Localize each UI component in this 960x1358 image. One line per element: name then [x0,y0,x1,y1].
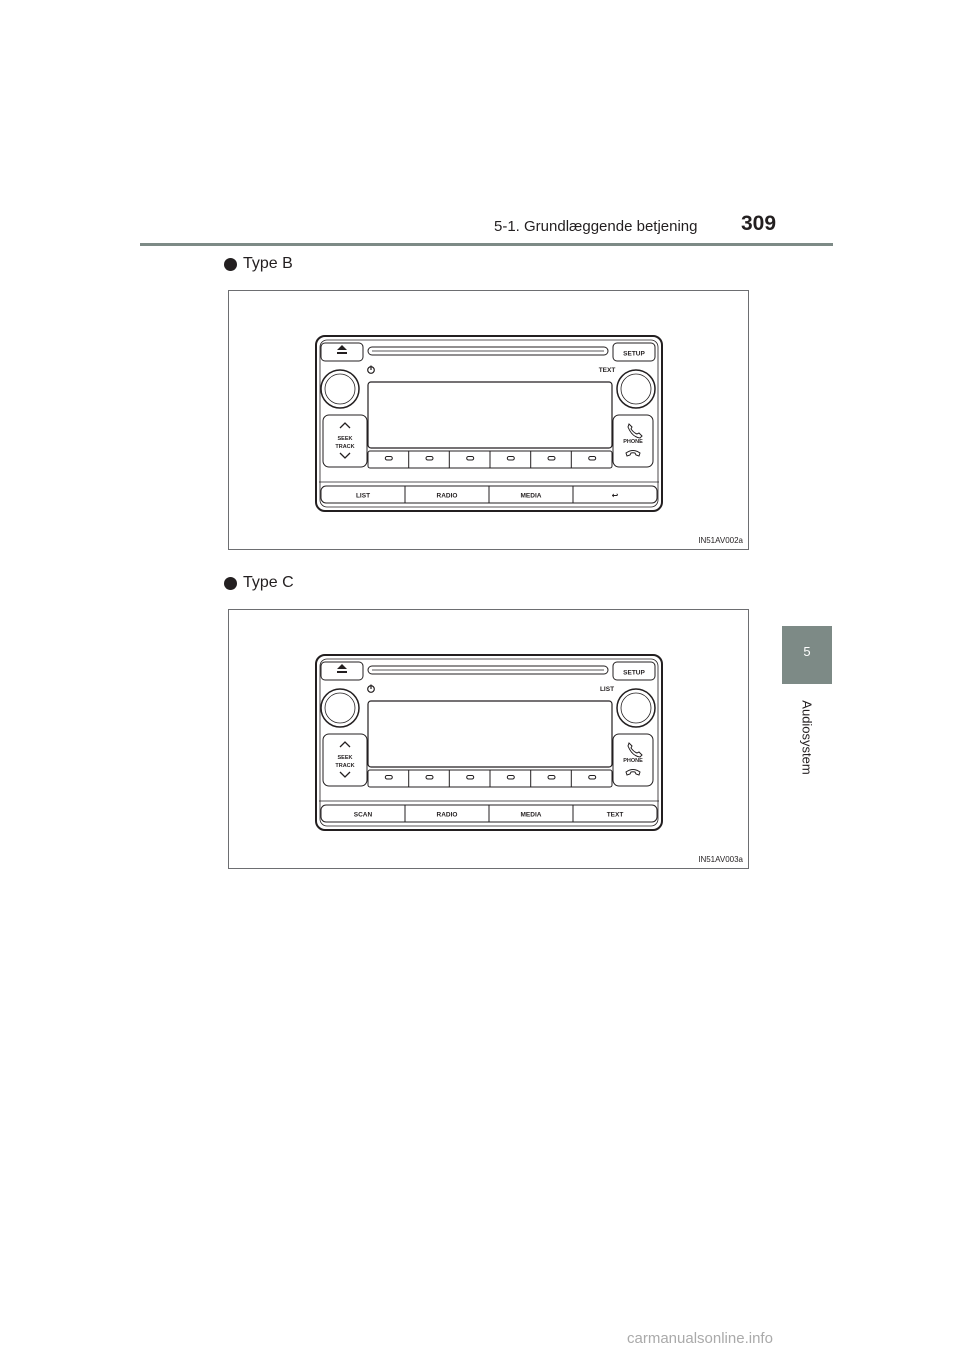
preset-6 [589,457,596,461]
preset-3 [467,457,474,461]
chapter-label [769,692,845,782]
top-right-label: LIST [599,686,615,693]
figure-code: IN51AV002a [698,536,743,545]
preset-5 [548,457,555,461]
chapter-label-text: Audiosystem [799,699,815,775]
top-right-label: TEXT [598,367,616,374]
preset-2 [426,457,433,461]
preset-4 [507,457,514,461]
figure-code: IN51AV003a [698,855,743,864]
volume-knob [321,689,359,727]
bullet-type-b [224,255,293,273]
preset-6 [589,776,596,780]
chapter-number: 5 [803,644,811,659]
tune-knob [617,689,655,727]
display-screen [368,382,612,448]
bullet-icon [224,577,237,590]
preset-5 [548,776,555,780]
phone-label: PHONE [623,439,643,445]
audio-unit-drawing [229,610,750,870]
preset-3 [467,776,474,780]
section-title: 5-1. Grundlæggende betjening [494,218,698,235]
preset-2 [426,776,433,780]
preset-1 [385,457,392,461]
bullet-label: Type C [243,574,294,591]
setup-label: SETUP [623,669,645,677]
bottom-button-3: MEDIA [520,492,542,500]
figure-type-c [228,609,749,869]
bottom-button-2: RADIO [436,811,458,819]
tune-knob [617,370,655,408]
bottom-button-4: TEXT [606,811,624,819]
track-label: TRACK [335,444,355,450]
preset-1 [385,776,392,780]
seek-label: SEEK [337,436,353,442]
bottom-button-1: LIST [355,492,371,500]
audio-unit-drawing [229,291,750,551]
track-label: TRACK [335,763,355,769]
header-rule [140,243,833,246]
setup-label: SETUP [623,350,645,358]
chapter-tab [782,626,832,684]
back-icon: ↩ [611,491,619,500]
volume-knob [321,370,359,408]
bottom-button-2: RADIO [436,492,458,500]
bottom-button-3: MEDIA [520,811,542,819]
bullet-label: Type B [243,255,293,272]
display-screen [368,701,612,767]
bullet-type-c [224,574,294,592]
preset-4 [507,776,514,780]
bottom-button-1: SCAN [353,811,373,819]
page-number: 309 [741,212,777,235]
seek-label: SEEK [337,755,353,761]
bullet-icon [224,258,237,271]
figure-type-b [228,290,749,550]
watermark-link[interactable]: carmanualsonline.info [627,1330,773,1347]
phone-label: PHONE [623,758,643,764]
